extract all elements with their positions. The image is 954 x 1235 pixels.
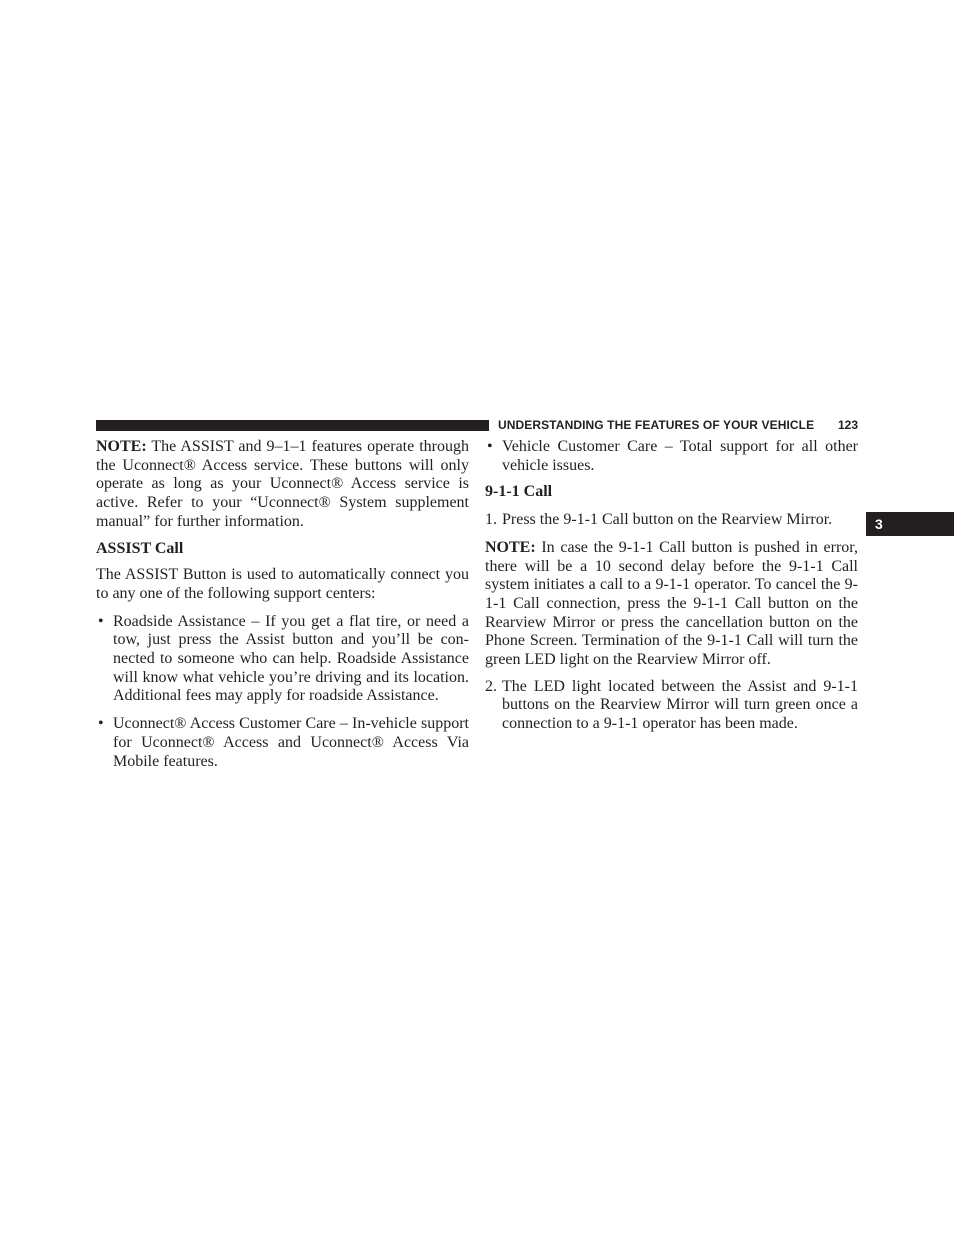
list-item — [96, 715, 469, 771]
numbered-step — [485, 678, 858, 734]
step-number: 2. — [485, 677, 497, 695]
chapter-tab: 3 — [866, 512, 954, 536]
note-paragraph — [96, 438, 469, 532]
step-text: Press the 9-1-1 Call button on the Rearview Mirror. — [502, 511, 833, 529]
page-number: 123 — [838, 418, 859, 432]
list-item — [96, 613, 469, 707]
header-rule — [96, 420, 489, 431]
running-header-title: UNDERSTANDING THE FEATURES OF YOUR VEHICLE — [498, 418, 815, 432]
note-label: NOTE: — [485, 538, 536, 556]
right-column — [485, 438, 858, 734]
list-item-text: Vehicle Customer Care – Total support for all other vehicle issues. — [502, 438, 858, 474]
note-label: NOTE: — [96, 438, 147, 455]
section-heading-911: 9-1-1 Call — [485, 483, 553, 501]
list-item — [485, 438, 858, 475]
section-heading-assist: ASSIST Call — [96, 539, 184, 557]
list-item-text: Uconnect® Access Customer Care – In-vehicle support for Uconnect® Access and Uconnect® Access Via Mobile features. — [113, 715, 469, 770]
note-text: The ASSIST and 9–1–1 features operate through the Uconnect® Access service. These buttons will only operate as long as your Uconnect® Access service is active. Refer to your “Uconnect® System supplement manual” for further information. — [96, 438, 469, 530]
note-paragraph — [485, 539, 858, 670]
left-column — [96, 438, 469, 771]
assist-intro: The ASSIST Button is used to automatically connect you to any one of the following support centers: — [96, 566, 469, 602]
step-number: 1. — [485, 511, 497, 529]
bullet-mark: • — [487, 438, 493, 455]
note-text: In case the 9-1-1 Call button is pushed in error, there will be a 10 second delay before the 9-1-1 Call system initiates a call to a 9-1-1 operator. To cancel the 9-1-1 Call connection, press the 9-1-1 Call button on the Rearview Mirror or press the cancellation button on the Phone Screen. Termination of the 9-1-1 Call will turn the green LED light on the Rearview Mirror off. — [485, 538, 858, 669]
step-text: The LED light located between the Assist and 9-1-1 buttons on the Rearview Mirror will turn green once a connection to a 9-1-1 operator has been made. — [502, 677, 858, 733]
bullet-mark: • — [98, 612, 104, 630]
list-item-text: Roadside Assistance – If you get a flat tire, or need a tow, just press the Assist button and you’ll be con-nected to someone who can help. Roadside Assistance will know what vehicle you’re driving and its location. Additional fees may apply for roadside Assistance. — [113, 612, 469, 705]
bullet-mark: • — [98, 715, 104, 733]
numbered-step — [485, 511, 858, 530]
